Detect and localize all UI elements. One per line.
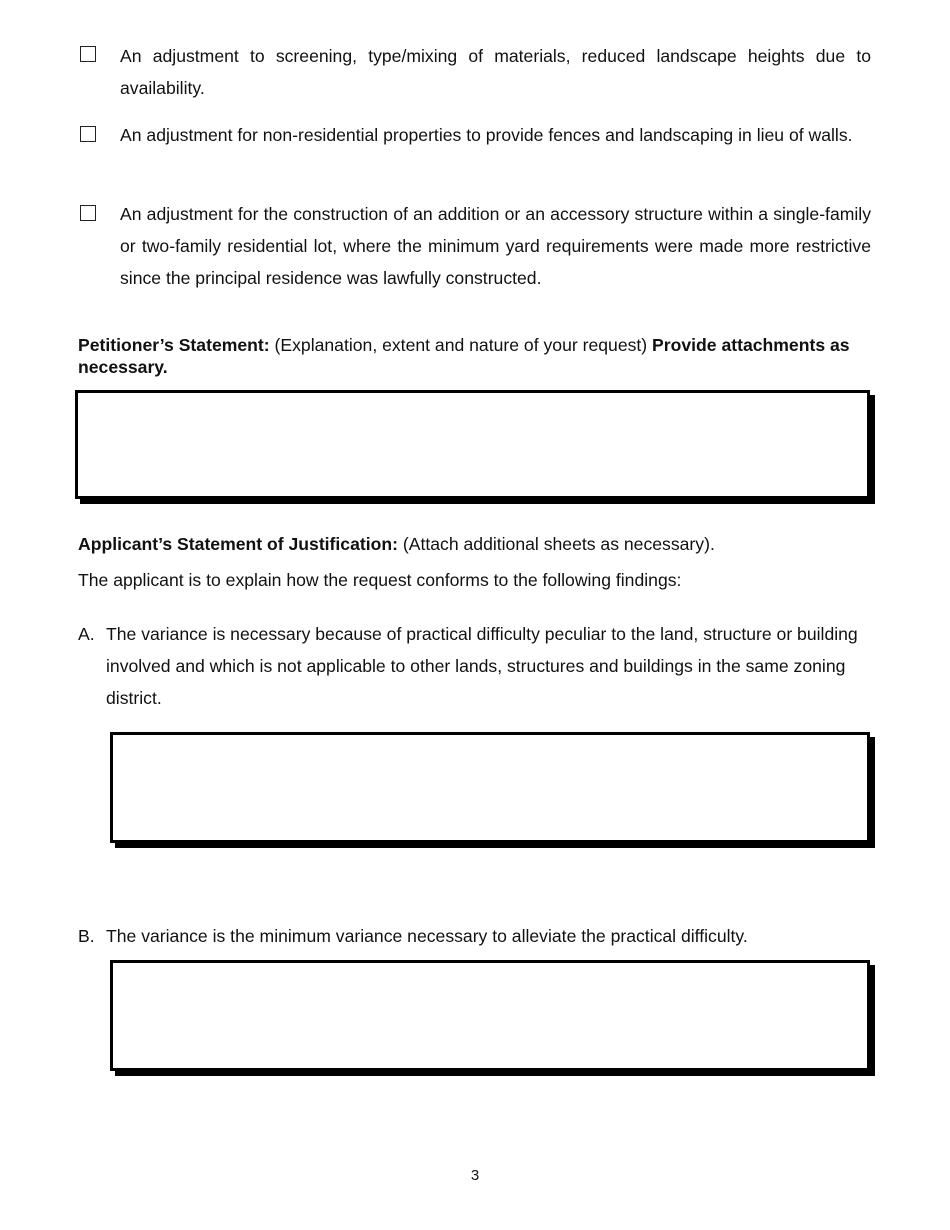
adjustment-checkbox-addition[interactable]	[80, 205, 96, 221]
adjustment-option-screening-text: An adjustment to screening, type/mixing of materials, reduced landscape heights due to availability.	[120, 46, 871, 98]
adjustment-checkbox-screening[interactable]	[80, 46, 96, 62]
adjustment-option-fences-text: An adjustment for non-residential properties to provide fences and landscaping in lieu of walls.	[120, 125, 853, 145]
finding-a-text: The variance is necessary because of practical difficulty peculiar to the land, structure or building involved and which is not applicable to other lands, structures and buildings in the same zoning district.	[106, 624, 858, 708]
petitioner-statement-label	[78, 334, 878, 378]
adjustment-option-addition-text: An adjustment for the construction of an addition or an accessory structure within a single-family or two-family residential lot, where the minimum yard requirements were made more restrictive since the principal residence was lawfully constructed.	[120, 204, 871, 288]
petitioner-statement-label-hint: (Explanation, extent and nature of your request)	[269, 335, 653, 355]
petitioner-statement-field[interactable]	[75, 390, 870, 499]
finding-b-text: The variance is the minimum variance necessary to alleviate the practical difficulty.	[106, 926, 748, 946]
finding-b-marker: B.	[78, 926, 95, 946]
justification-label-bold: Applicant’s Statement of Justification:	[78, 534, 398, 554]
justification-label-hint: (Attach additional sheets as necessary).	[397, 534, 715, 554]
finding-b-field[interactable]	[110, 960, 870, 1071]
justification-label	[78, 533, 878, 555]
finding-a-field[interactable]	[110, 732, 870, 843]
adjustment-checkbox-fences[interactable]	[80, 126, 96, 142]
justification-intro: The applicant is to explain how the request conforms to the following findings:	[78, 570, 682, 590]
finding-a-marker: A.	[78, 624, 95, 644]
petitioner-statement-label-attachments: Provide attachments as necessary.	[78, 335, 850, 377]
petitioner-statement-label-bold: Petitioner’s Statement:	[78, 335, 270, 355]
page-number: 3	[470, 1167, 480, 1184]
